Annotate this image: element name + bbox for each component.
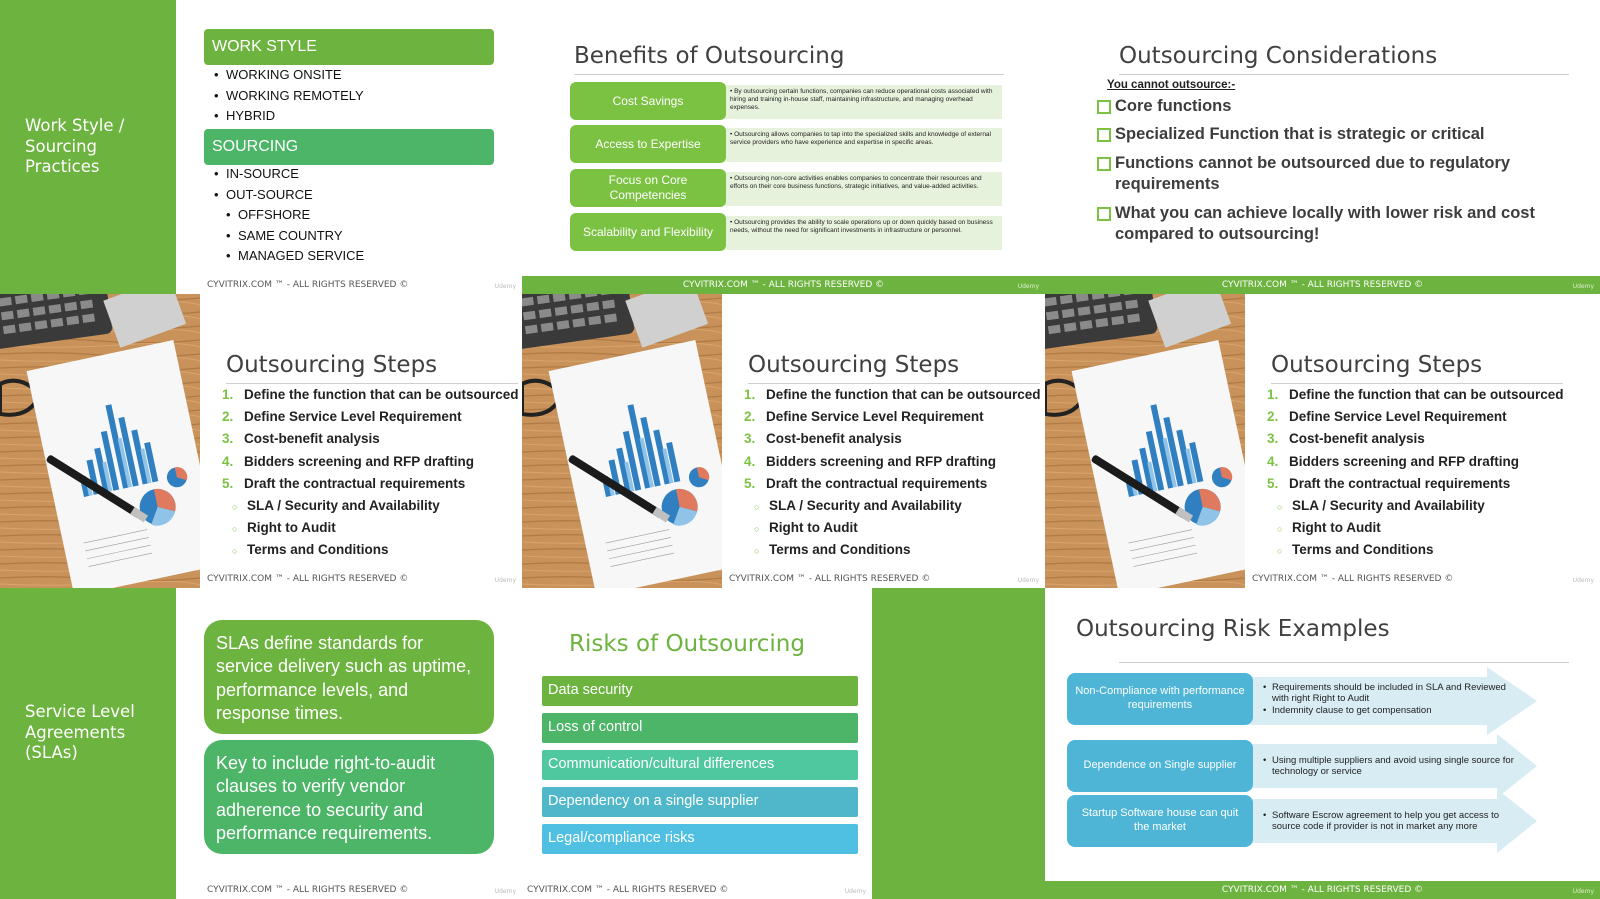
desk-photo [0, 294, 200, 588]
checkbox-icon [1097, 100, 1111, 114]
slide-risk-examples [1045, 588, 1600, 899]
list-item: • OFFSHORE [226, 207, 364, 228]
slide-work-style [0, 0, 522, 294]
benefit-row [570, 169, 1002, 207]
slide-risks [522, 588, 872, 899]
copyright: CYVITRIX.COM ™ - ALL RIGHTS RESERVED © [1221, 885, 1424, 895]
slide-steps [0, 294, 522, 588]
copyright: CYVITRIX.COM ™ - ALL RIGHTS RESERVED © [527, 885, 729, 895]
steps-list [744, 387, 1041, 565]
slide-footer [522, 276, 1045, 294]
copyright: CYVITRIX.COM ™ - ALL RIGHTS RESERVED © [729, 574, 931, 584]
checkbox-icon [1097, 128, 1111, 142]
step-item: 4. Bidders screening and RFP drafting [744, 453, 997, 469]
sla-card: SLAs define standards for service delivery such as uptime, performance levels, and response times. [204, 620, 494, 734]
watermark: Udemy [1572, 888, 1594, 895]
risk-example-row [1067, 740, 1537, 792]
steps-list [1267, 387, 1564, 565]
step-item: 5. Draft the contractual requirements [222, 475, 466, 491]
list-item: • IN-SOURCE [214, 166, 313, 187]
section-title: Work Style / Sourcing Practices [25, 116, 125, 177]
risk-example-points [1263, 795, 1523, 847]
benefit-desc: • Outsourcing allows companies to tap into the specialized skills and knowledge of external service providers who have experience and expertise in specific areas. [724, 128, 1002, 162]
steps-list [222, 387, 519, 565]
step-item: 4. Bidders screening and RFP drafting [1267, 453, 1520, 469]
watermark: Udemy [494, 283, 516, 290]
risk-item: Data security [542, 676, 858, 706]
list-item: Functions cannot be outsourced due to regulatory requirements [1097, 153, 1567, 196]
list-item: What you can achieve locally with lower risk and cost compared to outsourcing! [1097, 203, 1567, 246]
section-title: Service Level Agreements (SLAs) [25, 702, 135, 763]
step-sub-item: ○ Terms and Conditions [232, 542, 389, 558]
title-rule [1271, 383, 1563, 384]
step-sub-item: ○ SLA / Security and Availability [754, 497, 962, 513]
benefit-desc: • By outsourcing certain functions, companies can reduce operational costs associated with hiring and training in-house staff, maintaining infrastructure, and managing overhead expenses. [724, 85, 1002, 119]
section-panel [0, 0, 176, 294]
step-item: 1. Define the function that can be outsourced [744, 387, 1041, 402]
slide-benefits [522, 0, 1045, 294]
step-item: 1. Define the function that can be outsourced [1267, 387, 1564, 402]
risk-example-points [1263, 673, 1523, 725]
slide-subtitle: You cannot outsource:- [1107, 79, 1236, 91]
title-rule [748, 383, 1040, 384]
step-item: 5. Draft the contractual requirements [744, 475, 988, 491]
step-item: 5. Draft the contractual requirements [1267, 475, 1511, 491]
slide-footer [522, 570, 1045, 588]
outsource-sub-list [226, 207, 364, 269]
step-item: 2. Define Service Level Requirement [1267, 409, 1507, 425]
watermark: Udemy [844, 888, 866, 895]
step-sub-item: ○ Terms and Conditions [1277, 542, 1434, 558]
step-item: 2. Define Service Level Requirement [744, 409, 984, 425]
copyright: CYVITRIX.COM ™ - ALL RIGHTS RESERVED © [207, 574, 409, 584]
list-item: • HYBRID [214, 108, 364, 129]
title-rule [226, 383, 518, 384]
copyright: CYVITRIX.COM ™ - ALL RIGHTS RESERVED © [1252, 574, 1454, 584]
desk-photo [522, 294, 722, 588]
step-item: 1. Define the function that can be outsourced [222, 387, 519, 402]
risk-item: Loss of control [542, 713, 858, 743]
step-sub-item: ○ Right to Audit [754, 520, 858, 536]
step-sub-item: ○ SLA / Security and Availability [232, 497, 440, 513]
slide-title: Outsourcing Steps [1271, 352, 1483, 378]
point: • Indemnity clause to get compensation [1263, 705, 1523, 716]
slide-title: Benefits of Outsourcing [574, 43, 845, 69]
list-item: • OUT-SOURCE [214, 187, 313, 208]
work-style-list [214, 67, 364, 129]
risk-example-row [1067, 673, 1537, 725]
list-item: • WORKING ONSITE [214, 67, 364, 88]
slide-title: Outsourcing Steps [748, 352, 960, 378]
benefit-label: Scalability and Flexibility [570, 213, 726, 251]
risk-example-row [1067, 795, 1537, 847]
slide-footer [522, 881, 872, 899]
title-rule [1119, 662, 1569, 663]
copyright: CYVITRIX.COM ™ - ALL RIGHTS RESERVED © [207, 885, 409, 895]
benefit-row [570, 82, 1002, 120]
step-item: 3. Cost-benefit analysis [222, 431, 380, 447]
slide-title: Outsourcing Considerations [1119, 43, 1438, 69]
sourcing-header: SOURCING [204, 129, 494, 165]
green-panel [872, 588, 1045, 899]
benefit-row [570, 125, 1002, 163]
slide-title: Outsourcing Steps [226, 352, 438, 378]
watermark: Udemy [1017, 577, 1039, 584]
checkbox-icon [1097, 207, 1111, 221]
slide-slas [0, 588, 522, 899]
slide-footer [0, 570, 522, 588]
point: • Software Escrow agreement to help you get access to source code if provider is not in market any more [1263, 810, 1523, 833]
slide-considerations [1045, 0, 1600, 294]
list-item: Core functions [1097, 96, 1567, 117]
watermark: Udemy [1572, 577, 1594, 584]
sourcing-list [214, 166, 313, 207]
risk-example-label: Non-Compliance with performance requirements [1067, 673, 1253, 725]
work-style-header: WORK STYLE [204, 29, 494, 65]
checkbox-icon [1097, 157, 1111, 171]
slide-footer [1045, 570, 1600, 588]
point: • Using multiple suppliers and avoid using single source for technology or service [1263, 755, 1523, 778]
sla-card: Key to include right-to-audit clauses to verify vendor adherence to security and performance requirements. [204, 740, 494, 854]
risk-example-points [1263, 740, 1523, 792]
step-item: 3. Cost-benefit analysis [744, 431, 902, 447]
list-item: • MANAGED SERVICE [226, 248, 364, 269]
step-item: 4. Bidders screening and RFP drafting [222, 453, 475, 469]
step-sub-item: ○ SLA / Security and Availability [1277, 497, 1485, 513]
considerations-list [1097, 96, 1567, 253]
benefit-label: Access to Expertise [570, 125, 726, 163]
section-panel [0, 588, 176, 899]
copyright: CYVITRIX.COM ™ - ALL RIGHTS RESERVED © [682, 280, 885, 290]
slide-footer [176, 276, 522, 294]
watermark: Udemy [1572, 283, 1594, 290]
watermark: Udemy [494, 577, 516, 584]
copyright: CYVITRIX.COM ™ - ALL RIGHTS RESERVED © [207, 280, 409, 290]
slide-footer [1045, 276, 1600, 294]
step-item: 3. Cost-benefit analysis [1267, 431, 1425, 447]
risk-item: Dependency on a single supplier [542, 787, 858, 817]
slide-steps [1045, 294, 1600, 588]
slide-footer [1045, 881, 1600, 899]
step-sub-item: ○ Right to Audit [232, 520, 336, 536]
slide-footer [176, 881, 522, 899]
desk-photo [1045, 294, 1245, 588]
watermark: Udemy [494, 888, 516, 895]
list-item: • SAME COUNTRY [226, 228, 364, 249]
list-item: Specialized Function that is strategic or critical [1097, 124, 1567, 145]
copyright: CYVITRIX.COM ™ - ALL RIGHTS RESERVED © [1221, 280, 1424, 290]
point: • Requirements should be included in SLA and Reviewed with right Right to Audit [1263, 682, 1523, 705]
step-item: 2. Define Service Level Requirement [222, 409, 462, 425]
risk-item: Communication/cultural differences [542, 750, 858, 780]
risk-example-label: Dependence on Single supplier [1067, 740, 1253, 792]
title-rule [574, 74, 1004, 75]
slide-title: Outsourcing Risk Examples [1076, 616, 1390, 642]
list-item: • WORKING REMOTELY [214, 88, 364, 109]
benefit-desc: • Outsourcing non-core activities enables companies to concentrate their resources and efforts on their core business functions, strategic initiatives, and value-added activities. [724, 172, 1002, 206]
watermark: Udemy [1017, 283, 1039, 290]
benefit-row [570, 213, 1002, 251]
benefit-desc: • Outsourcing provides the ability to scale operations up or down quickly based on business needs, without the need for significant investments in infrastructure or personnel. [724, 216, 1002, 250]
step-sub-item: ○ Right to Audit [1277, 520, 1381, 536]
benefit-label: Cost Savings [570, 82, 726, 120]
title-rule [1119, 74, 1569, 75]
slide-title: Risks of Outsourcing [569, 631, 805, 657]
slide-steps [522, 294, 1045, 588]
step-sub-item: ○ Terms and Conditions [754, 542, 911, 558]
risk-item: Legal/compliance risks [542, 824, 858, 854]
risk-example-label: Startup Software house can quit the market [1067, 795, 1253, 847]
benefit-label: Focus on Core Competencies [570, 169, 726, 207]
